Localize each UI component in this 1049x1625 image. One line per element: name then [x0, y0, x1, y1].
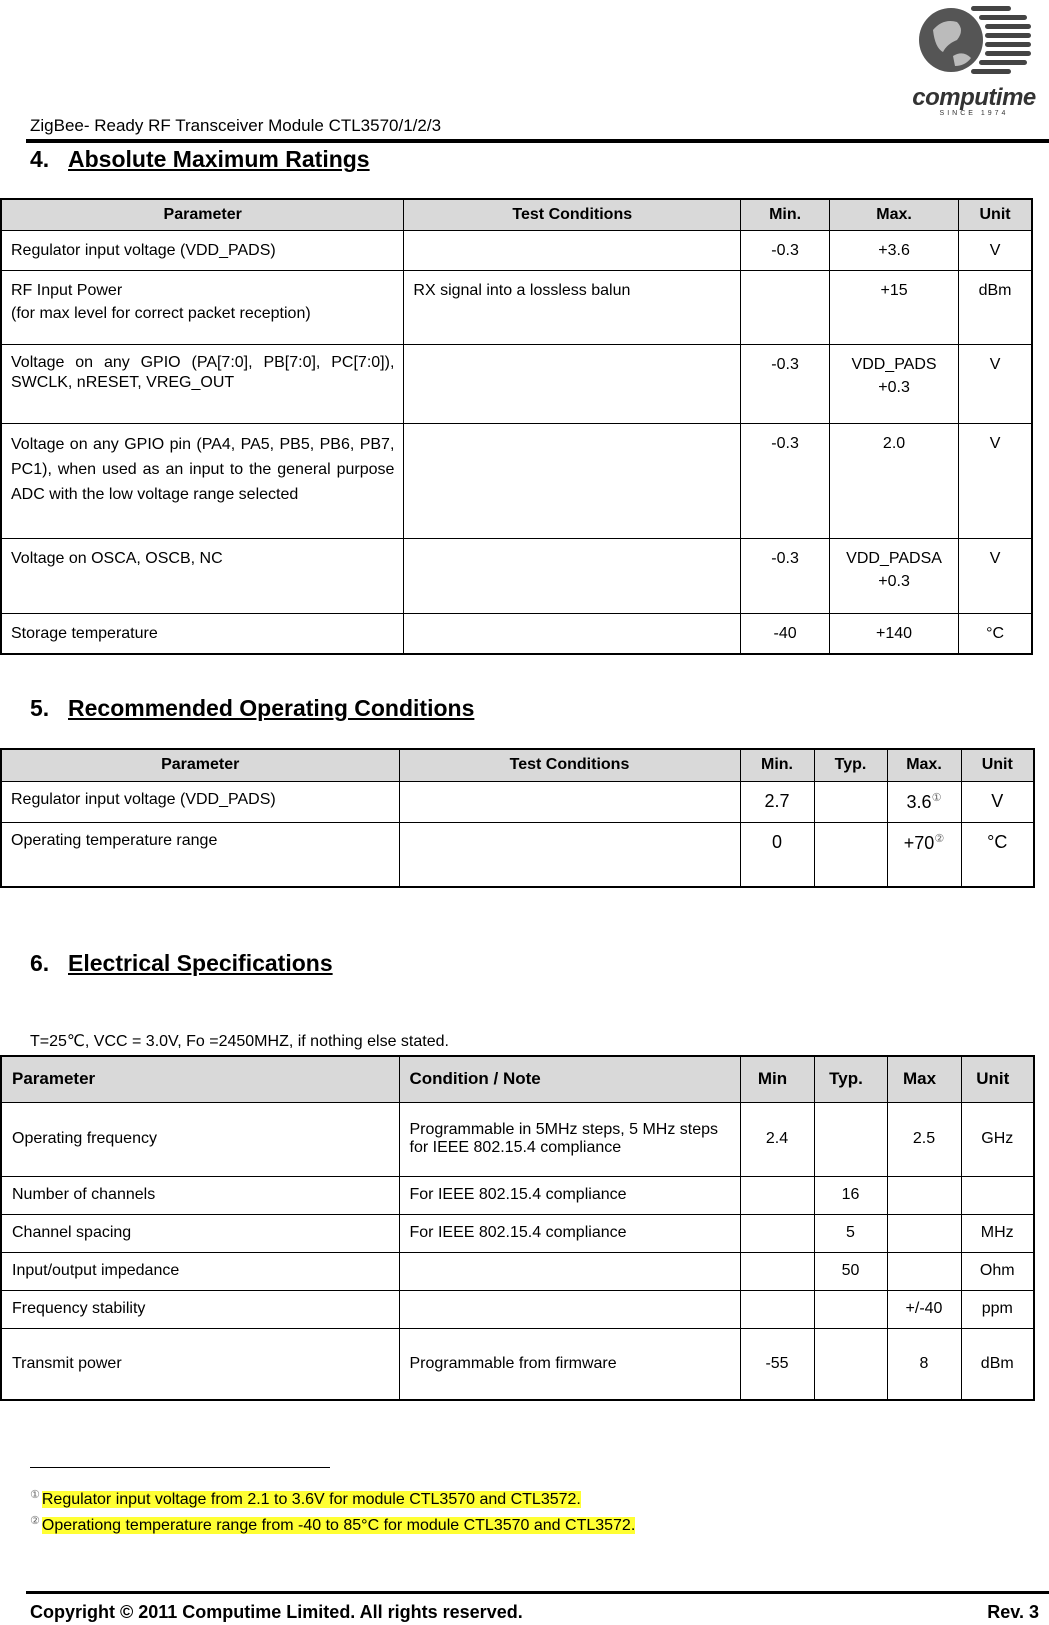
unit-cell: Ohm — [961, 1252, 1034, 1290]
column-header: Test Conditions — [399, 749, 740, 781]
param-cell: Voltage on OSCA, OSCB, NC — [1, 538, 404, 613]
column-header: Min. — [740, 749, 814, 781]
param-cell: Operating frequency — [1, 1102, 399, 1176]
param-cell: Regulator input voltage (VDD_PADS) — [1, 230, 404, 270]
unit-cell — [961, 1176, 1034, 1214]
column-header: Min. — [741, 199, 830, 230]
typ-cell: 50 — [814, 1252, 887, 1290]
condition-cell — [404, 344, 741, 423]
footnote-2 — [30, 1514, 635, 1535]
condition-cell — [399, 1252, 740, 1290]
min-cell: 2.7 — [740, 781, 814, 822]
min-cell: 2.4 — [740, 1102, 814, 1176]
footnote-divider — [30, 1467, 330, 1468]
condition-cell — [399, 781, 740, 822]
max-cell: 3.6① — [887, 781, 961, 822]
max-cell: +70② — [887, 822, 961, 887]
logo-wordmark: computime — [912, 84, 1036, 111]
column-header: Unit — [961, 749, 1034, 781]
footnote-marker: ① — [931, 791, 942, 804]
param-cell: Operating temperature range — [1, 822, 399, 887]
column-header: Unit — [961, 1056, 1034, 1102]
globe-logo-icon — [913, 0, 1033, 82]
table-row — [1, 230, 1032, 270]
min-cell: 0 — [740, 822, 814, 887]
footnote-marker: ① — [30, 1489, 40, 1501]
table-row — [1, 538, 1032, 613]
footnote-marker: ② — [30, 1515, 40, 1527]
table-row — [1, 270, 1032, 344]
condition-cell — [404, 613, 741, 654]
revision-label: Rev. 3 — [987, 1602, 1039, 1622]
table-row — [1, 1252, 1034, 1290]
column-header: Typ. — [814, 749, 887, 781]
max-cell: +15 — [829, 270, 958, 344]
max-cell: 2.5 — [887, 1102, 961, 1176]
param-cell: Frequency stability — [1, 1290, 399, 1328]
unit-cell: V — [959, 538, 1032, 613]
unit-cell: ppm — [961, 1290, 1034, 1328]
section-heading-5: 5. Recommended Operating Conditions — [30, 695, 475, 721]
param-cell: RF Input Power (for max level for correct packet reception) — [1, 270, 404, 344]
param-cell: Voltage on any GPIO (PA[7:0], PB[7:0], PC[7:0]), SWCLK, nRESET, VREG_OUT — [1, 344, 404, 423]
param-cell: Channel spacing — [1, 1214, 399, 1252]
footnote-text: Operationg temperature range from -40 to 85°C for module CTL3570 and CTL3572. — [41, 1517, 636, 1535]
max-cell — [887, 1252, 961, 1290]
max-cell: +140 — [829, 613, 958, 654]
param-cell: Number of channels — [1, 1176, 399, 1214]
condition-cell: Programmable from firmware — [399, 1328, 740, 1400]
typ-cell — [814, 1328, 887, 1400]
condition-cell — [404, 538, 741, 613]
max-cell: 8 — [887, 1328, 961, 1400]
footnote-text: Regulator input voltage from 2.1 to 3.6V for module CTL3570 and CTL3572. — [41, 1491, 581, 1509]
typ-cell — [814, 1290, 887, 1328]
table-row — [1, 1214, 1034, 1252]
param-cell: Input/output impedance — [1, 1252, 399, 1290]
unit-cell: °C — [961, 822, 1034, 887]
param-cell: Voltage on any GPIO pin (PA4, PA5, PB5, PB6, PB7, PC1), when used as an input to the general purpose ADC with the low voltage range selected — [1, 423, 404, 538]
document-header-title: ZigBee- Ready RF Transceiver Module CTL3570/1/2/3 — [30, 116, 442, 135]
unit-cell: dBm — [959, 270, 1032, 344]
unit-cell: V — [959, 423, 1032, 538]
condition-cell — [399, 822, 740, 887]
column-header: Condition / Note — [399, 1056, 740, 1102]
condition-cell: Programmable in 5MHz steps, 5 MHz steps for IEEE 802.15.4 compliance — [399, 1102, 740, 1176]
max-cell: 2.0 — [829, 423, 958, 538]
header-divider — [26, 139, 1049, 143]
min-cell: -0.3 — [741, 538, 830, 613]
min-cell: -0.3 — [741, 344, 830, 423]
condition-cell — [399, 1290, 740, 1328]
table-row — [1, 1102, 1034, 1176]
table-row — [1, 1176, 1034, 1214]
table-row — [1, 781, 1034, 822]
copyright-text: Copyright © 2011 Computime Limited. All rights reserved. — [30, 1602, 523, 1622]
test-conditions-note: T=25℃, VCC = 3.0V, Fo =2450MHZ, if nothing else stated. — [30, 1033, 449, 1050]
typ-cell: 5 — [814, 1214, 887, 1252]
param-cell: Storage temperature — [1, 613, 404, 654]
table-row — [1, 1328, 1034, 1400]
param-cell: Regulator input voltage (VDD_PADS) — [1, 781, 399, 822]
max-cell — [887, 1176, 961, 1214]
min-cell: -55 — [740, 1328, 814, 1400]
column-header: Typ. — [814, 1056, 887, 1102]
table-row — [1, 822, 1034, 887]
table-row — [1, 344, 1032, 423]
column-header: Max. — [829, 199, 958, 230]
min-cell: -0.3 — [741, 230, 830, 270]
condition-cell: RX signal into a lossless balun — [404, 270, 741, 344]
typ-cell: 16 — [814, 1176, 887, 1214]
section-heading-6: 6. Electrical Specifications — [30, 950, 333, 976]
min-cell — [741, 270, 830, 344]
max-cell — [887, 1214, 961, 1252]
min-cell — [740, 1290, 814, 1328]
absolute-max-ratings-table — [0, 198, 1033, 655]
table-header-row — [1, 1056, 1034, 1102]
min-cell — [740, 1214, 814, 1252]
table-row — [1, 423, 1032, 538]
column-header: Test Conditions — [404, 199, 741, 230]
section-heading-4: 4. Absolute Maximum Ratings — [30, 146, 370, 172]
footnote-1 — [30, 1488, 581, 1509]
max-cell: VDD_PADS +0.3 — [829, 344, 958, 423]
typ-cell — [814, 1102, 887, 1176]
unit-cell: °C — [959, 613, 1032, 654]
column-header: Parameter — [1, 199, 404, 230]
unit-cell: dBm — [961, 1328, 1034, 1400]
column-header: Max — [887, 1056, 961, 1102]
column-header: Min — [740, 1056, 814, 1102]
table-header-row — [1, 199, 1032, 230]
unit-cell: GHz — [961, 1102, 1034, 1176]
company-logo — [904, 0, 1044, 120]
condition-cell — [404, 230, 741, 270]
max-cell: VDD_PADSA +0.3 — [829, 538, 958, 613]
min-cell: -0.3 — [741, 423, 830, 538]
condition-cell: For IEEE 802.15.4 compliance — [399, 1214, 740, 1252]
logo-tagline: SINCE 1974 — [939, 110, 1009, 117]
min-cell — [740, 1176, 814, 1214]
condition-cell: For IEEE 802.15.4 compliance — [399, 1176, 740, 1214]
min-cell — [740, 1252, 814, 1290]
table-header-row — [1, 749, 1034, 781]
column-header: Parameter — [1, 749, 399, 781]
unit-cell: V — [959, 344, 1032, 423]
param-cell: Transmit power — [1, 1328, 399, 1400]
condition-cell — [404, 423, 741, 538]
max-cell: +/-40 — [887, 1290, 961, 1328]
unit-cell: V — [959, 230, 1032, 270]
footer-divider — [26, 1591, 1049, 1594]
max-cell: +3.6 — [829, 230, 958, 270]
unit-cell: V — [961, 781, 1034, 822]
footnote-marker: ② — [934, 832, 945, 845]
unit-cell: MHz — [961, 1214, 1034, 1252]
typ-cell — [814, 822, 887, 887]
column-header: Max. — [887, 749, 961, 781]
table-row — [1, 1290, 1034, 1328]
column-header: Unit — [959, 199, 1032, 230]
min-cell: -40 — [741, 613, 830, 654]
column-header: Parameter — [1, 1056, 399, 1102]
typ-cell — [814, 781, 887, 822]
electrical-specifications-table — [0, 1055, 1035, 1401]
table-row — [1, 613, 1032, 654]
recommended-operating-table — [0, 748, 1035, 888]
